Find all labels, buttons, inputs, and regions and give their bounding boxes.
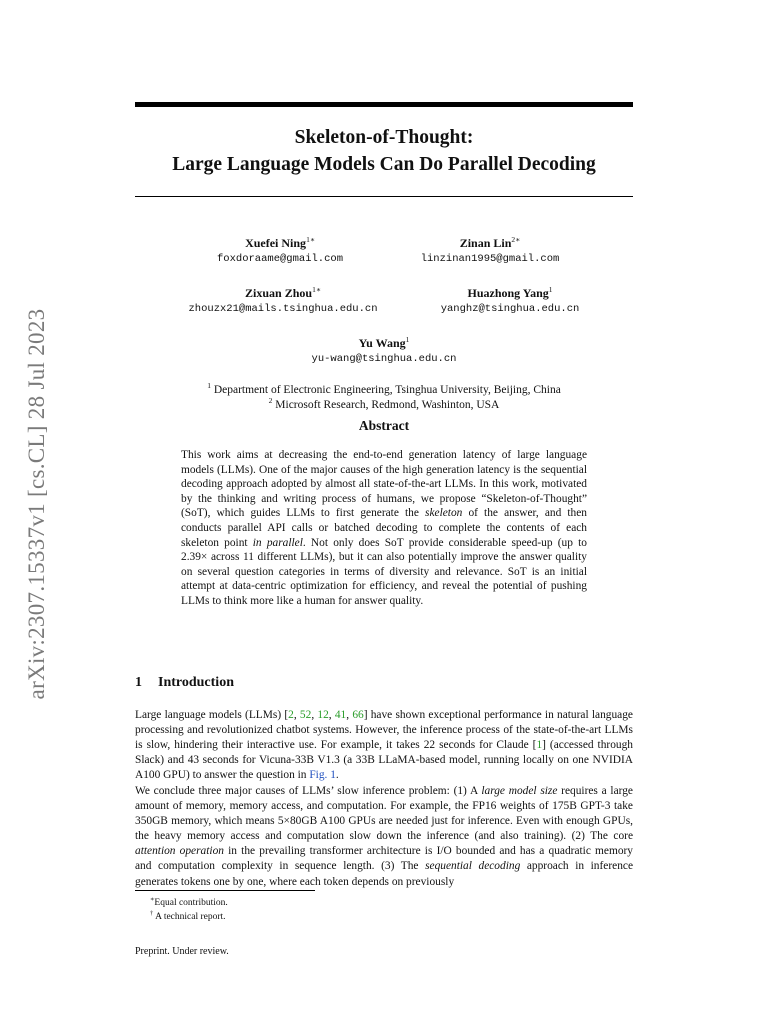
footnote-technical-report [150,908,226,923]
paper-title [135,124,633,178]
footnote-text: A technical report. [155,912,226,923]
title-line-2: Large Language Models Can Do Parallel Decoding [172,154,596,175]
author-email: zhouzx21@mails.tsinghua.edu.cn [188,303,378,315]
emphasis-skeleton: skeleton [425,507,463,520]
preprint-notice: Preprint. Under review. [135,946,229,957]
author-email: foxdoraame@gmail.com [216,253,344,265]
footnote-equal-contribution [150,894,228,909]
author-name: Zixuan Zhou [245,286,313,300]
emphasis-attention-operation: attention operation [135,845,224,858]
citation-link[interactable]: 66 [352,709,364,721]
affiliation-mark: 1 [207,381,211,390]
footnote-mark: † [150,910,154,917]
author-zixuan-zhou [170,282,396,317]
author-affiliation-mark: 1 [548,285,553,294]
section-heading-introduction [135,675,234,691]
title-top-rule [135,102,633,107]
affiliation-mark: 2 [268,396,273,405]
citation-link[interactable]: 1 [536,739,543,752]
citation-link[interactable]: 52 [299,709,312,721]
affiliation-text: Department of Electronic Engineering, Tsinghua University, Beijing, China [213,383,561,396]
author-affiliation-mark: 2∗ [511,235,521,244]
title-line-1: Skeleton-of-Thought: [294,127,474,148]
author-affiliation-mark: 1∗ [312,285,321,294]
title-bottom-rule [135,196,633,197]
citation-link[interactable]: 12 [317,709,329,721]
author-zinan-lin [390,232,590,267]
affiliation-text: Microsoft Research, Redmond, Washinton, USA [275,398,500,411]
author-affiliation-mark: 1 [405,335,410,344]
arxiv-identifier-stamp [20,284,54,724]
author-affiliation-mark: 1∗ [306,235,315,244]
author-name: Zinan Lin [459,236,512,250]
intro-paragraph-2: We conclude three major causes of LLMs’ slow inference problem: (1) A large model size requires a large amount of memory, memory access, and computation. For example, the FP16 weights of 175B GPT-3 take 350GB memory, which means 5×80GB A100 GPUs are needed just for inference. Even with enough GPUs, the heavy memory access and computation slow down the inference (and also training). (2) The core attention operation in the prevailing transformer architecture is I/O bounded and has a quadratic memory and computation complexity in sequence length. (3) The sequential decoding approach in inference generates tokens one by one, where each token depends on previously [135,785,634,888]
affiliation-2 [135,393,633,413]
author-name: Xuefei Ning [245,236,307,250]
figure-reference-link[interactable]: Fig. 1 [309,769,336,782]
citation-link[interactable]: 2 [288,709,294,721]
emphasis-sequential-decoding: sequential decoding [425,860,521,873]
author-name: Yu Wang [358,336,406,350]
intro-paragraph-1: Large language models (LLMs) [2, 52, 12, 41, 66] have shown exceptional performance in natural language processing and revolutionized chatbot systems. However, the inference process of the state-of-the-art LLMs is slow, hindering their interactive use. For example, it takes 22 seconds for Claude [1] (accessed through Slack) and 43 seconds for Vicuna-33B V1.3 (a 33B LLaMA-based model, running locally on one NVIDIA A100 GPU) to answer the question in Fig. 1. [135,709,633,782]
author-yu-wang [284,332,484,367]
author-email: yanghz@tsinghua.edu.cn [440,303,580,315]
author-name: Huazhong Yang [467,286,549,300]
abstract-body: This work aims at decreasing the end-to-end generation latency of large language models (LLMs). One of the major causes of the high generation latency is the sequential decoding approach adopted by almost all state-of-the-art LLMs. In this work, motivated by the thinking and writing process of humans, we propose “Skeleton-of-Thought” (SoT), which guides LLMs to first generate the skeleton of the answer, and then conducts parallel API calls or batched decoding to complete the contents of each skeleton point in parallel. Not only does SoT provide considerable speed-up (up to 2.39× across 11 different LLMs), but it can also potentially improve the answer quality on several question categories in terms of diversity and relevance. SoT is an initial attempt at data-centric optimization for efficiency, and reveal the potential of pushing LLMs to think more like a human for answer quality. [181,449,588,607]
abstract-heading: Abstract [358,418,410,433]
emphasis-in-parallel: in parallel [252,536,303,549]
arxiv-identifier-text: arXiv:2307.15337v1 [cs.CL] 28 Jul 2023 [24,308,49,700]
footnote-rule [135,890,315,891]
author-email: linzinan1995@gmail.com [420,253,560,265]
author-xuefei-ning [180,232,380,267]
footnote-text: Equal contribution. [154,898,228,909]
footnote-mark: ∗ [150,896,155,903]
citation-link[interactable]: 41 [334,709,347,721]
author-huazhong-yang [405,282,615,317]
section-title: Introduction [158,675,234,690]
author-email: yu-wang@tsinghua.edu.cn [311,353,457,365]
emphasis-large-model-size: large model size [481,785,558,797]
section-number: 1 [135,675,142,690]
